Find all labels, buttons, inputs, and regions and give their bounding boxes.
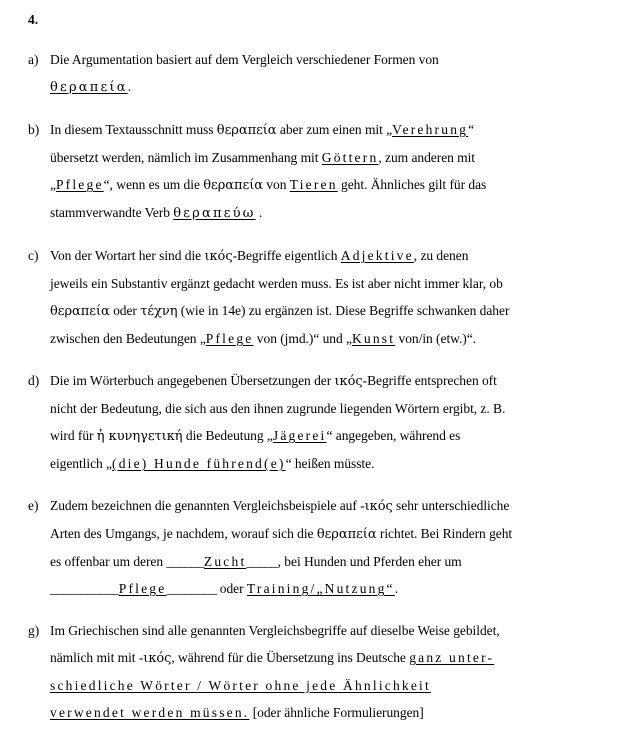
item-text [50,116,619,227]
text-segment: Arten des Umgangs, je nachdem, worauf sich die [50,526,317,541]
answer-item [28,242,619,352]
text-segment: . [255,205,263,220]
text-segment: “, wenn es um die [103,177,204,192]
handwritten-answer: Training/„Nutzung“ [246,581,395,596]
item-text [50,242,619,352]
handwritten-answer: Jägerei [272,428,327,443]
text-line [50,450,619,477]
text-segment: nicht der Bedeutung, die sich aus den ihnen zugrunde liegenden Wörtern ergibt, z. B. [50,401,506,416]
text-segment: Die im Wörterbuch angegebenen Übersetzungen der [50,373,335,388]
item-marker: g) [28,623,40,638]
text-line [50,422,619,450]
answer-blank: ______ [166,554,204,569]
text-segment: Im Griechischen sind alle genannten Vergleichsbegriffe auf dieselbe Weise gebildet, [50,623,500,638]
text-line [50,395,619,422]
text-segment: τέχνη [140,304,178,319]
exercise-number: 4. [28,12,39,27]
item-text [50,46,619,101]
item-text [50,617,619,726]
text-line [50,171,619,199]
text-segment: jeweils ein Substantiv ergänzt gedacht werden muss. Es ist aber nicht immer klar, ob [50,276,503,291]
answer-item [28,46,619,101]
text-segment: aber zum einen mit „ [276,122,393,137]
text-segment: (wie in 14e) zu ergänzen ist. Diese Begriffe schwanken daher [177,303,510,318]
text-line [50,242,619,270]
text-segment: sehr unterschiedliche [392,498,510,513]
text-segment: nämlich mit mit - [50,650,144,665]
text-line [50,367,619,395]
handwritten-answer: θεραπεία [50,80,128,95]
text-segment: von/in (etw.)“. [395,331,477,346]
text-segment: oder [109,303,141,318]
text-segment: “ [468,122,475,137]
text-segment: richtet. Bei Rindern geht [376,526,513,541]
text-segment: die Bedeutung „ [182,428,273,443]
text-segment: ικός [143,651,172,666]
text-segment: θεραπεία [216,123,277,138]
text-line [50,297,619,325]
text-line [50,672,619,699]
text-segment: von (jmd.)“ und „ [253,331,352,346]
text-segment: Die Argumentation basiert auf dem Vergleich verschiedener Formen von [50,52,439,67]
text-segment: -Begriffe eigentlich [232,248,341,263]
text-line [50,144,619,171]
handwritten-answer: schiedliche Wörter / Wörter ohne jede Ähnlichkeit [50,678,431,693]
handwritten-answer: Pflege [55,177,104,192]
item-marker: c) [28,248,39,263]
text-segment: von [262,177,290,192]
handwritten-answer: (die) Hunde führend(e) [112,456,286,471]
answer-item [28,367,619,477]
text-segment: eigentlich „ [50,456,112,471]
handwritten-answer: Verehrung [392,122,469,137]
text-segment: θεραπεία [316,527,377,542]
handwritten-answer: Kunst [351,331,396,346]
text-segment: , bei Hunden und Pferden eher um [277,554,462,569]
answer-blank: ___________ [50,581,119,596]
text-segment: θεραπεία [50,304,110,319]
text-segment: zwischen den Bedeutungen „ [50,331,206,346]
text-line [50,644,619,672]
answer-item [28,492,619,602]
text-line [50,199,619,227]
text-segment: , zu denen [413,248,469,263]
text-segment: „ [50,177,56,192]
text-line [50,548,619,575]
text-line [50,575,619,602]
text-segment: “ angegeben, während es [326,428,461,443]
text-segment: , zum anderen mit [378,150,476,165]
text-segment: [oder ähnliche Formulierungen] [249,705,424,720]
handwritten-answer: Zucht [203,554,247,569]
text-segment: wird für [50,428,97,443]
text-line [50,699,619,726]
text-segment: übersetzt werden, nämlich im Zusammenhang mit [50,150,322,165]
text-segment: . [394,581,399,596]
text-line [50,617,619,644]
item-marker: a) [28,52,39,67]
text-segment: Von der Wortart her sind die [50,248,205,263]
item-text [50,367,619,477]
text-segment: geht. Ähnliches gilt für das [337,177,487,192]
text-segment: ικός [334,374,363,389]
text-segment: Zudem bezeichnen die genannten Vergleichsbeispiele auf - [50,498,365,513]
answer-items-list [28,46,619,726]
text-segment: , während für die Übersetzung ins Deutsche [171,650,410,665]
item-marker: e) [28,498,39,513]
answer-item [28,116,619,227]
text-line [50,492,619,520]
answer-blank: ________ [166,581,217,596]
text-segment: θεραπεία [203,178,263,193]
handwritten-answer: Adjektive [340,248,414,263]
handwritten-answer: Pflege [118,581,167,596]
text-line [50,116,619,144]
text-segment: ικός [204,249,233,264]
text-segment: ικός [364,499,393,514]
text-segment: -Begriffe entsprechen oft [362,373,497,388]
text-line [50,520,619,548]
text-line [50,325,619,352]
text-segment: “ heißen müsste. [285,456,375,471]
handwritten-answer: Tieren [289,177,338,192]
handwritten-answer: θεραπεύω [173,206,256,221]
text-segment: oder [216,581,247,596]
answer-blank: _____ [246,554,278,569]
handwritten-answer: Pflege [205,331,254,346]
text-segment: In diesem Textausschnitt muss [50,122,217,137]
text-segment: . [127,79,132,94]
item-marker: d) [28,373,40,388]
text-line [50,46,619,73]
text-line [50,270,619,297]
text-segment: es offenbar um deren [50,554,167,569]
handwritten-answer: verwendet werden müssen. [50,705,250,720]
text-line [50,73,619,101]
item-text [50,492,619,602]
handwritten-answer: ganz unter- [409,650,495,665]
answer-item [28,617,619,726]
item-marker: b) [28,122,40,137]
text-segment: stammverwandte Verb [50,205,174,220]
text-segment: ἡ κυνηγετική [96,429,183,444]
handwritten-answer: Göttern [321,150,379,165]
